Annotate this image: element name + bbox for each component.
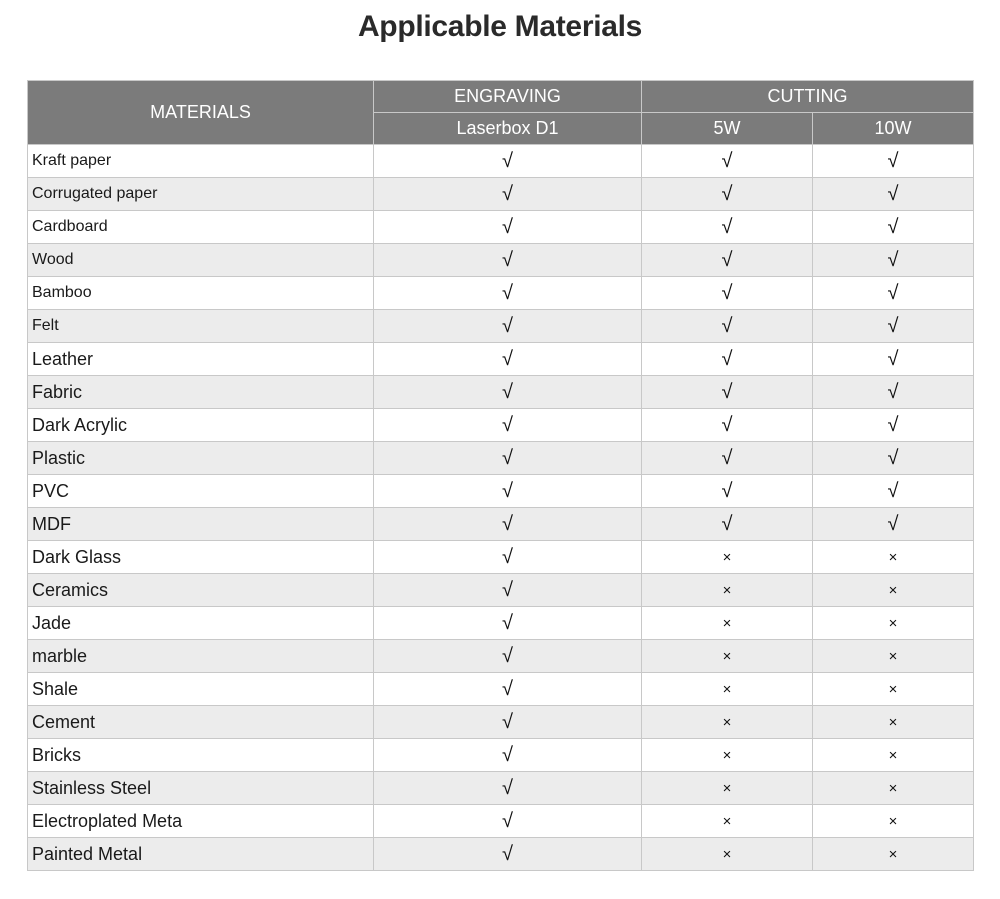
material-name: MDF bbox=[28, 508, 374, 541]
cutting-5w-mark: √ bbox=[642, 376, 813, 409]
cutting-5w-mark: × bbox=[642, 772, 813, 805]
materials-table bbox=[27, 80, 974, 871]
engraving-mark: √ bbox=[374, 508, 642, 541]
engraving-mark: √ bbox=[374, 310, 642, 343]
cutting-10w-column-header: 10W bbox=[813, 113, 974, 145]
engraving-mark: √ bbox=[374, 739, 642, 772]
material-name: marble bbox=[28, 640, 374, 673]
cutting-5w-column-header: 5W bbox=[642, 113, 813, 145]
material-name: Dark Glass bbox=[28, 541, 374, 574]
material-name: Ceramics bbox=[28, 574, 374, 607]
material-name: Corrugated paper bbox=[28, 178, 374, 211]
material-name: Shale bbox=[28, 673, 374, 706]
engraving-mark: √ bbox=[374, 178, 642, 211]
cutting-10w-mark: × bbox=[813, 805, 974, 838]
engraving-mark: √ bbox=[374, 475, 642, 508]
material-name: Leather bbox=[28, 343, 374, 376]
table-row bbox=[28, 706, 974, 739]
table-row bbox=[28, 442, 974, 475]
cutting-10w-mark: √ bbox=[813, 211, 974, 244]
cutting-10w-mark: √ bbox=[813, 475, 974, 508]
engraving-mark: √ bbox=[374, 277, 642, 310]
table-row bbox=[28, 640, 974, 673]
materials-column-header: MATERIALS bbox=[28, 81, 374, 145]
table-row bbox=[28, 607, 974, 640]
material-name: Painted Metal bbox=[28, 838, 374, 871]
cutting-5w-mark: × bbox=[642, 607, 813, 640]
material-name: Bamboo bbox=[28, 277, 374, 310]
cutting-10w-mark: √ bbox=[813, 343, 974, 376]
engraving-mark: √ bbox=[374, 640, 642, 673]
cutting-5w-mark: × bbox=[642, 541, 813, 574]
material-name: Cardboard bbox=[28, 211, 374, 244]
material-name: Electroplated Meta bbox=[28, 805, 374, 838]
table-row bbox=[28, 244, 974, 277]
cutting-5w-mark: √ bbox=[642, 508, 813, 541]
table-row bbox=[28, 772, 974, 805]
engraving-mark: √ bbox=[374, 409, 642, 442]
cutting-5w-mark: √ bbox=[642, 409, 813, 442]
cutting-10w-mark: √ bbox=[813, 376, 974, 409]
cutting-5w-mark: × bbox=[642, 673, 813, 706]
material-name: Wood bbox=[28, 244, 374, 277]
cutting-5w-mark: √ bbox=[642, 442, 813, 475]
cutting-10w-mark: × bbox=[813, 706, 974, 739]
cutting-5w-mark: × bbox=[642, 739, 813, 772]
table-header bbox=[28, 81, 974, 145]
table-row bbox=[28, 673, 974, 706]
engraving-mark: √ bbox=[374, 706, 642, 739]
cutting-10w-mark: √ bbox=[813, 178, 974, 211]
cutting-10w-mark: × bbox=[813, 673, 974, 706]
cutting-10w-mark: √ bbox=[813, 277, 974, 310]
table-row bbox=[28, 178, 974, 211]
table-row bbox=[28, 475, 974, 508]
table-row bbox=[28, 376, 974, 409]
cutting-5w-mark: √ bbox=[642, 211, 813, 244]
material-name: Kraft paper bbox=[28, 145, 374, 178]
table-row bbox=[28, 343, 974, 376]
engraving-mark: √ bbox=[374, 244, 642, 277]
cutting-group-header: CUTTING bbox=[642, 81, 974, 113]
engraving-group-header: ENGRAVING bbox=[374, 81, 642, 113]
cutting-10w-mark: × bbox=[813, 541, 974, 574]
cutting-10w-mark: × bbox=[813, 607, 974, 640]
cutting-5w-mark: √ bbox=[642, 145, 813, 178]
material-name: Plastic bbox=[28, 442, 374, 475]
table-row bbox=[28, 541, 974, 574]
table-body bbox=[28, 145, 974, 871]
table-row bbox=[28, 574, 974, 607]
cutting-10w-mark: √ bbox=[813, 310, 974, 343]
material-name: Cement bbox=[28, 706, 374, 739]
table-row bbox=[28, 805, 974, 838]
material-name: Bricks bbox=[28, 739, 374, 772]
engraving-mark: √ bbox=[374, 211, 642, 244]
cutting-5w-mark: × bbox=[642, 805, 813, 838]
cutting-10w-mark: × bbox=[813, 574, 974, 607]
table-row bbox=[28, 310, 974, 343]
page-title: Applicable Materials bbox=[357, 10, 643, 43]
engraving-mark: √ bbox=[374, 805, 642, 838]
cutting-10w-mark: √ bbox=[813, 145, 974, 178]
cutting-10w-mark: × bbox=[813, 640, 974, 673]
engraving-mark: √ bbox=[374, 607, 642, 640]
table-row bbox=[28, 211, 974, 244]
table-row bbox=[28, 145, 974, 178]
engraving-mark: √ bbox=[374, 772, 642, 805]
cutting-5w-mark: × bbox=[642, 574, 813, 607]
material-name: PVC bbox=[28, 475, 374, 508]
table-row bbox=[28, 739, 974, 772]
engraving-mark: √ bbox=[374, 376, 642, 409]
cutting-5w-mark: √ bbox=[642, 178, 813, 211]
table-row bbox=[28, 277, 974, 310]
cutting-10w-mark: × bbox=[813, 838, 974, 871]
cutting-10w-mark: × bbox=[813, 739, 974, 772]
cutting-5w-mark: × bbox=[642, 838, 813, 871]
cutting-5w-mark: × bbox=[642, 640, 813, 673]
material-name: Felt bbox=[28, 310, 374, 343]
cutting-5w-mark: × bbox=[642, 706, 813, 739]
material-name: Dark Acrylic bbox=[28, 409, 374, 442]
cutting-5w-mark: √ bbox=[642, 475, 813, 508]
material-name: Jade bbox=[28, 607, 374, 640]
laserbox-column-header: Laserbox D1 bbox=[374, 113, 642, 145]
engraving-mark: √ bbox=[374, 145, 642, 178]
cutting-5w-mark: √ bbox=[642, 244, 813, 277]
material-name: Fabric bbox=[28, 376, 374, 409]
engraving-mark: √ bbox=[374, 574, 642, 607]
engraving-mark: √ bbox=[374, 838, 642, 871]
cutting-5w-mark: √ bbox=[642, 277, 813, 310]
cutting-10w-mark: × bbox=[813, 772, 974, 805]
cutting-10w-mark: √ bbox=[813, 244, 974, 277]
table-row bbox=[28, 838, 974, 871]
cutting-10w-mark: √ bbox=[813, 508, 974, 541]
engraving-mark: √ bbox=[374, 343, 642, 376]
cutting-10w-mark: √ bbox=[813, 409, 974, 442]
cutting-10w-mark: √ bbox=[813, 442, 974, 475]
engraving-mark: √ bbox=[374, 673, 642, 706]
cutting-5w-mark: √ bbox=[642, 343, 813, 376]
cutting-5w-mark: √ bbox=[642, 310, 813, 343]
table-row bbox=[28, 409, 974, 442]
engraving-mark: √ bbox=[374, 442, 642, 475]
material-name: Stainless Steel bbox=[28, 772, 374, 805]
table-row bbox=[28, 508, 974, 541]
engraving-mark: √ bbox=[374, 541, 642, 574]
